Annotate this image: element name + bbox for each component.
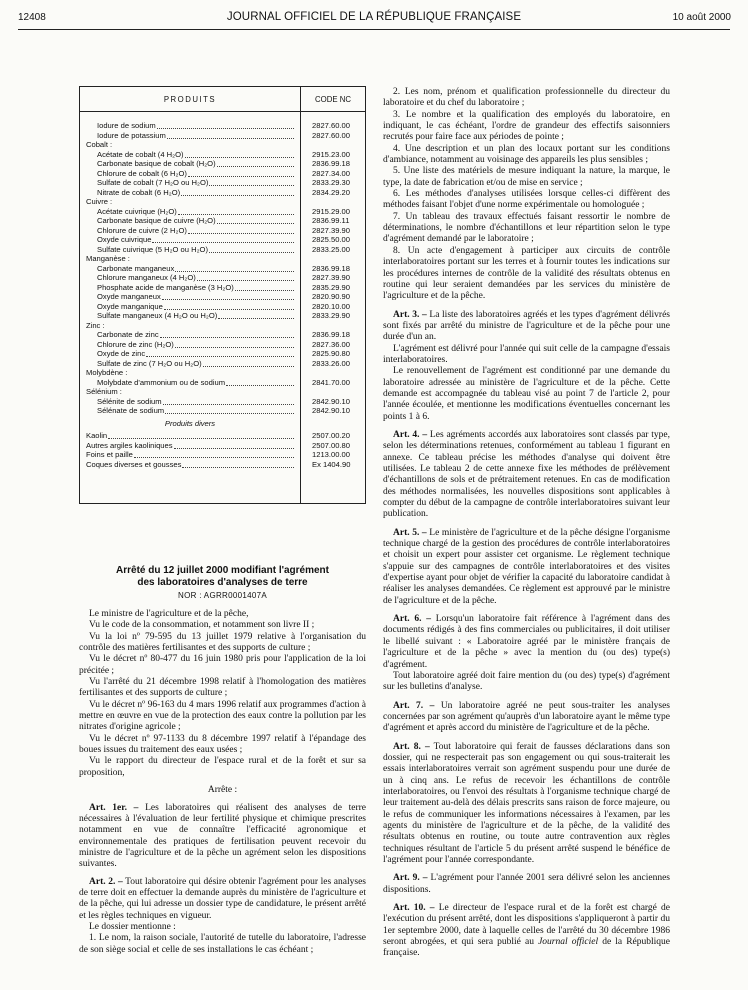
dot-leader <box>185 157 294 158</box>
issue-date: 10 août 2000 <box>672 12 731 23</box>
product-name: Kaolin <box>86 431 108 440</box>
nc-code: 2833.25.00 <box>312 244 351 254</box>
product-name: Molybdate d'ammonium ou de sodium <box>97 377 226 387</box>
table-row <box>80 419 365 429</box>
nc-code: 2825.90.80 <box>312 349 351 358</box>
article-4-text: Les agréments accordés aux laboratoires sont classés par type, selon les déterminations retenues, conformément au tableau 1 figurant en annexe. Ce tableau précise les méthodes d'analyse qui doivent être utilisées. Le tableau 2 de cette annexe fixe les méthodes de prélèvement d'échantillons de sols et de prétraitement retenues. En cas de modification des méthodes normalisées, les nouvelles dispositions sont applicables à compter du début de la campagne de contrôle interlaboratoires suivant leur publication. <box>383 429 670 520</box>
article-3-paragraph-2: L'agrément est délivré pour l'année qui suit celle de la campagne d'essais interlaboratoires. <box>383 343 670 365</box>
nc-code: 2834.29.20 <box>312 187 351 197</box>
nc-code: 2820.10.00 <box>312 301 351 311</box>
preamble-paragraph: Vu la loi nº 79-595 du 13 juillet 1979 relative à l'organisation du contrôle des matières fertilisantes et des supports de culture ; <box>79 631 366 654</box>
products-table <box>79 86 366 504</box>
product-name: Oxyde de zinc <box>97 349 146 358</box>
table-row <box>80 207 365 217</box>
product-name: Sélénium : <box>86 387 122 396</box>
nc-code: 2827.39.90 <box>312 273 351 282</box>
table-row <box>80 302 365 312</box>
dot-leader <box>146 356 294 357</box>
table-row <box>80 397 365 407</box>
table-body <box>80 121 365 469</box>
article-3 <box>383 310 670 344</box>
product-name: Acétate cuivrique (H₂O) <box>97 206 177 216</box>
article-6-text: Lorsqu'un laboratoire fait référence à l'agrément dans des documents rédigés à des fins commerciales ou publicitaires, il doit utiliser le libellé suivant : « Laboratoire agréé par le ministère français de l'agriculture et de la pêche » avec la mention du (ou des) type(s) d'agrément. <box>383 614 671 670</box>
table-row <box>80 235 365 245</box>
nor-reference: NOR : AGRR0001407A <box>178 591 267 600</box>
page-header <box>0 10 748 26</box>
dot-leader <box>134 457 294 458</box>
dot-leader <box>188 233 294 234</box>
article-10-text: Le directeur de l'espace rural et de la forêt est chargé de l'exécution du présent arrêté, dont les dispositions s'appliqueront à partir du 1er septembre 2000, date à laquelle celles de l'arrêté du 30 décembre 1986 seront abrogées, et qui sera publié au <box>383 903 670 948</box>
article-10-label: Art. 10. – <box>393 903 435 914</box>
table-row <box>80 460 365 470</box>
table-row <box>80 245 365 255</box>
article-9-text: L'agrément pour l'année 2001 sera délivré selon les anciennes dispositions. <box>383 873 670 895</box>
nc-code: 2827.60.00 <box>312 121 351 130</box>
table-row <box>80 359 365 369</box>
preamble-paragraph: Vu l'arrêté du 21 décembre 1998 relatif à l'homologation des matières fertilisantes et des supports de culture ; <box>79 677 366 699</box>
dot-leader <box>164 309 294 310</box>
table-row <box>80 216 365 226</box>
product-name: Chlorure de zinc (H₂O) <box>97 339 174 349</box>
nc-code: 2820.90.90 <box>312 292 351 301</box>
product-name: Phosphate acide de manganèse (3 H₂O) <box>97 282 234 292</box>
nc-code: 2827.36.00 <box>312 339 351 349</box>
table-row <box>80 140 365 150</box>
product-name: Molybdène : <box>86 368 128 377</box>
nc-code: 1213.00.00 <box>312 450 351 459</box>
product-name: Sulfate de cobalt (7 H₂O ou H₂O) <box>97 178 209 187</box>
article-6-label: Art. 6. – <box>393 614 431 625</box>
product-name: Nitrate de cobalt (6 H₂O) <box>97 187 181 197</box>
table-row <box>80 349 365 359</box>
dot-leader <box>226 385 294 386</box>
nc-code: 2825.50.00 <box>312 235 351 244</box>
table-row <box>80 283 365 293</box>
dot-leader <box>152 242 294 243</box>
dot-leader <box>188 176 294 177</box>
article-2 <box>79 877 366 922</box>
product-name: Cobalt : <box>86 140 113 149</box>
preamble-paragraph: Vu le décret nº 97-1133 du 8 décembre 1997 relatif à l'épandage des boues issues du traitement des eaux usées ; <box>79 733 366 756</box>
table-row <box>80 330 365 340</box>
product-name: Oxyde cuivrique <box>97 235 152 244</box>
journal-officiel-italic: Journal officiel <box>538 937 599 948</box>
nc-code: 2507.00.20 <box>312 431 351 440</box>
nc-code: 2835.29.90 <box>312 282 351 292</box>
article-8 <box>383 742 670 867</box>
table-row <box>80 368 365 378</box>
table-row <box>80 378 365 388</box>
article-5-label: Art. 5. – <box>393 527 427 538</box>
product-name: Acétate de cobalt (4 H₂O) <box>97 149 184 159</box>
preamble-paragraph: Vu le décret nº 96-163 du 4 mars 1996 relatif aux programmes d'action à mettre en œuvre en vue de la protection des eaux contre la pollution par les nitrates d'origine agricole ; <box>79 699 366 733</box>
table-row <box>80 178 365 188</box>
nc-code: 2827.34.00 <box>312 168 351 178</box>
product-name: Zinc : <box>86 320 105 330</box>
dossier-item: 4. Une description et un plan des locaux portant sur les conditions d'ambiance, notamment au voisinage des appareils les plus sensibles ; <box>383 143 670 166</box>
preamble-paragraph: Vu le décret nº 80-477 du 16 juin 1980 pris pour l'application de la loi précitée ; <box>79 654 366 676</box>
dot-leader <box>209 252 294 253</box>
article-7-text: Un laboratoire agréé ne peut sous-traiter les analyses concernées par son agrément qu'auprès d'un laboratoire ayant le même type d'agrément et après accord du ministère de l'agriculture et de la pêche. <box>383 700 670 734</box>
table-row <box>80 406 365 416</box>
dot-leader <box>209 185 294 186</box>
table-row <box>80 188 365 198</box>
article-9-label: Art. 9. – <box>393 873 428 884</box>
table-row <box>80 131 365 141</box>
article-6 <box>383 614 670 671</box>
table-row <box>80 159 365 169</box>
dot-leader <box>217 166 294 167</box>
dot-leader <box>235 290 294 291</box>
product-name: Chlorure de cobalt (6 H₂O) <box>97 168 187 178</box>
dot-leader <box>217 223 294 224</box>
article-10-end: de la République française. <box>383 937 671 959</box>
article-3-paragraph-3: Le renouvellement de l'agrément est conditionné par une demande du laboratoire adressée au ministère de l'agriculture et de la pêche. Cette demande est accompagnée du tableau visé au point 7 de l'article 2, pour l'année écoulée, et mentionne les modifications éventuelles concernant les points 1 à 6. <box>383 366 670 422</box>
dossier-item: 3. Le nombre et la qualification des employés du laboratoire, en indiquant, le cas échéant, l'ordre de grandeur des effectifs saisonniers recrutés pour faire face aux périodes de pointe ; <box>383 109 670 143</box>
journal-title: JOURNAL OFFICIEL DE LA RÉPUBLIQUE FRANÇAISE <box>226 11 522 23</box>
table-row <box>80 311 365 321</box>
nc-code: 2842.90.10 <box>312 406 351 415</box>
page-number: 12408 <box>18 12 46 23</box>
table-row <box>80 292 365 302</box>
nc-code: 2836.99.18 <box>312 263 351 273</box>
dot-leader <box>167 138 294 139</box>
table-row <box>80 197 365 207</box>
table-row <box>80 273 365 283</box>
dossier-intro: Le dossier mentionne : <box>89 921 176 932</box>
nc-code: 2827.39.90 <box>312 225 351 235</box>
product-name: Cuivre : <box>86 197 113 206</box>
table-row <box>80 441 365 451</box>
nc-code: 2836.99.11 <box>312 216 350 225</box>
dossier-items <box>383 87 670 303</box>
dot-leader <box>108 438 294 439</box>
article-8-label: Art. 8. – <box>393 741 430 752</box>
decree-title <box>79 565 366 588</box>
dossier-item: 5. Une liste des matériels de mesure indiquant la nature, la marque, le type, la date de fabrication et/ou de mise en service ; <box>383 166 670 188</box>
table-row <box>80 254 365 264</box>
product-name: Chlorure de cuivre (2 H₂O) <box>97 225 187 235</box>
article-5 <box>383 528 670 607</box>
article-4-label: Art. 4. – <box>393 429 428 440</box>
nc-code: 2842.90.10 <box>312 396 351 406</box>
article-2-label: Art. 2. – <box>89 876 123 887</box>
dot-leader <box>162 299 294 300</box>
preamble-paragraph: Vu le rapport du directeur de l'espace rural et de la forêt et sur sa proposition, <box>79 756 366 778</box>
nc-code: Ex 1404.90 <box>312 459 351 469</box>
article-10 <box>383 903 670 960</box>
article-7 <box>383 701 670 735</box>
product-name: Foins et paille <box>86 450 133 459</box>
article-1-text: Les laboratoires qui réalisent des analyses de terre nécessaires à l'évaluation de leur fertilité physique et chimique prescrites notamment en vue de connaître l'efficacité agronomique et environnementale des pratiques de fertilisation peuvent recevoir du ministre de l'agriculture et de la pêche un agrément selon les dispositions suivantes. <box>79 802 366 870</box>
preamble-paragraph: Le ministre de l'agriculture et de la pêche, <box>89 609 249 619</box>
product-name: Carbonate basique de cobalt (H₂O) <box>97 159 216 168</box>
column-header-code: CODE NC <box>315 95 351 104</box>
article-4 <box>383 430 670 521</box>
product-name: Sélénite de sodium <box>97 396 162 406</box>
dot-leader <box>182 467 294 468</box>
article-5-text: Le ministère de l'agriculture et de la pêche désigne l'organisme technique chargé de la gestion des procédures de contrôle interlaboratoires et choisit un expert pour assister cet organisme. Le règlement technique s'appuie sur des campagnes de contrôle interlaboratoires et des visites d'expertise ayant pour objet de vérifier la capacité du laboratoire candidat à réaliser les analyses demandées. Ce règlement est approuvé par le ministre de l'agriculture et de la pêche. <box>383 527 670 606</box>
nc-code: 2833.26.00 <box>312 358 351 368</box>
decree-body-right <box>383 87 670 960</box>
arrete-label: Arrête : <box>207 785 238 796</box>
table-row <box>80 450 365 460</box>
dot-leader <box>218 318 294 319</box>
nc-code: 2836.99.18 <box>312 159 351 168</box>
product-name: Oxyde manganique <box>97 301 163 311</box>
dot-leader <box>174 448 294 449</box>
header-rule <box>18 29 730 30</box>
nc-code: 2915.29.00 <box>312 206 351 216</box>
dot-leader <box>181 195 294 196</box>
article-1 <box>79 803 366 871</box>
preamble-paragraph: Vu le code de la consommation, et notamment son livre II ; <box>89 620 315 631</box>
product-name: Produits divers <box>164 418 216 428</box>
dot-leader <box>197 280 294 281</box>
dot-leader <box>175 271 294 272</box>
product-name: Sulfate de zinc (7 H₂O ou H₂O) <box>97 358 202 368</box>
dossier-item: 7. Un tableau des travaux effectués faisant ressortir le nombre de déterminations, le nombre d'échantillons et leur répartition selon le type d'agrément demandé par le laboratoire ; <box>383 211 670 245</box>
nc-code: 2833.29.90 <box>312 311 351 320</box>
article-9 <box>383 873 670 896</box>
article-3-label: Art. 3. – <box>393 309 427 320</box>
article-1-label: Art. 1er. – <box>89 802 139 813</box>
table-row <box>80 264 365 274</box>
product-name: Sélénate de sodium <box>97 406 165 415</box>
dossier-item: 2. Les nom, prénom et qualification professionnelle du directeur du laboratoire et du chef du laboratoire ; <box>383 87 670 109</box>
decree-body-left <box>79 609 366 956</box>
dot-leader <box>175 347 294 348</box>
table-row <box>80 387 365 397</box>
table-row <box>80 431 365 441</box>
product-name: Chlorure manganeux (4 H₂O) <box>97 273 196 282</box>
dot-leader <box>203 366 294 367</box>
product-name: Sulfate manganeux (4 H₂O ou H₂O) <box>97 311 218 320</box>
table-row <box>80 150 365 160</box>
dot-leader <box>178 214 294 215</box>
article-8-text: Tout laboratoire qui ferait de fausses déclarations dans son dossier, qui ne respecterait pas son engagement ou qui sous-traiterait les essais interlaboratoires verrait son agrément suspendu pour une durée de un à cinq ans. Le refus de recevoir les échantillons de contrôle interlaboratoires, ou l'envoi des résultats à l'organisme technique chargé de leur traitement au-delà des délais prescrits sans raison de force majeure, ou le refus de communiquer les informations nécessaires à l'examen, par les agents du ministère de l'agriculture et de la pêche, de la validité des résultats obtenus en routine, ou toute autre contravention aux règles techniques résultant de l'article 5 du présent arrêté suspend le bénéfice de l'agrément pour l'année correspondante. <box>383 741 670 865</box>
column-header-products: PRODUITS <box>163 95 217 104</box>
product-name: Sulfate cuivrique (5 H₂O ou H₂O) <box>97 244 208 254</box>
preamble <box>79 609 366 779</box>
product-name: Carbonate de zinc <box>97 330 159 339</box>
table-row <box>80 121 365 131</box>
product-name: Oxyde manganeux <box>97 292 161 301</box>
table-row <box>80 169 365 179</box>
table-header-divider <box>80 111 365 112</box>
product-name: Manganèse : <box>86 254 130 263</box>
dot-leader <box>157 128 294 129</box>
dossier-item: 8. Un acte d'engagement à participer aux circuits de contrôle interlaboratoires portant sur les terres et à fournir toutes les indications sur les procédures internes de contrôle de la validité des résultats obtenus en routine qui leur seraient demandées par les services du ministère de l'agriculture et de la pêche. <box>383 245 670 302</box>
table-row <box>80 340 365 350</box>
dossier-item: 6. Les méthodes d'analyses utilisées lorsque celles-ci diffèrent des méthodes faisant l'objet d'une norme expérimentale ou homologuée ; <box>383 189 670 211</box>
product-name: Iodure de sodium <box>97 121 156 130</box>
product-name: Coques diverses et gousses <box>86 459 182 469</box>
decree-title-line2: des laboratoires d'analyses de terre <box>137 576 308 588</box>
article-6-paragraph-2: Tout laboratoire agréé doit faire mention du (ou des) type(s) d'agrément sur les bulletins d'analyse. <box>383 670 670 693</box>
product-name: Carbonate basique de cuivre (H₂O) <box>97 216 216 225</box>
product-name: Autres argiles kaoliniques <box>86 440 173 450</box>
dot-leader <box>160 337 294 338</box>
table-row <box>80 321 365 331</box>
product-name: Iodure de potassium <box>97 130 166 140</box>
nc-code: 2507.00.80 <box>312 440 351 450</box>
nc-code: 2836.99.18 <box>312 330 351 339</box>
article-7-label: Art. 7. – <box>393 700 435 711</box>
dossier-item-1: 1. Le nom, la raison sociale, l'autorité de tutelle du laboratoire, l'adresse de son siège social et celle de ses installations le cas échéant ; <box>79 933 366 955</box>
dot-leader <box>165 413 294 414</box>
article-2-text: Tout laboratoire qui désire obtenir l'agrément pour les analyses de terre doit en effectuer la demande auprès du ministère de l'agriculture et de la pêche, qui lui adresse un dossier type de candidature, le présent arrêté et les règles techniques en vigueur. <box>79 876 366 921</box>
article-3-text: La liste des laboratoires agréés et les types d'agrément délivrés sont fixés par arrêté du ministre de l'agriculture et de la pêche pour une durée d'un an. <box>383 309 670 343</box>
decree-title-line1: Arrêté du 12 juillet 2000 modifiant l'agrément <box>116 565 329 576</box>
table-row <box>80 226 365 236</box>
product-name: Carbonate manganeux <box>97 263 175 273</box>
nc-code: 2841.70.00 <box>312 377 351 387</box>
nc-code: 2827.60.00 <box>312 130 351 140</box>
dot-leader <box>163 404 294 405</box>
nc-code: 2915.23.00 <box>312 149 351 159</box>
nc-code: 2833.29.30 <box>312 178 351 187</box>
